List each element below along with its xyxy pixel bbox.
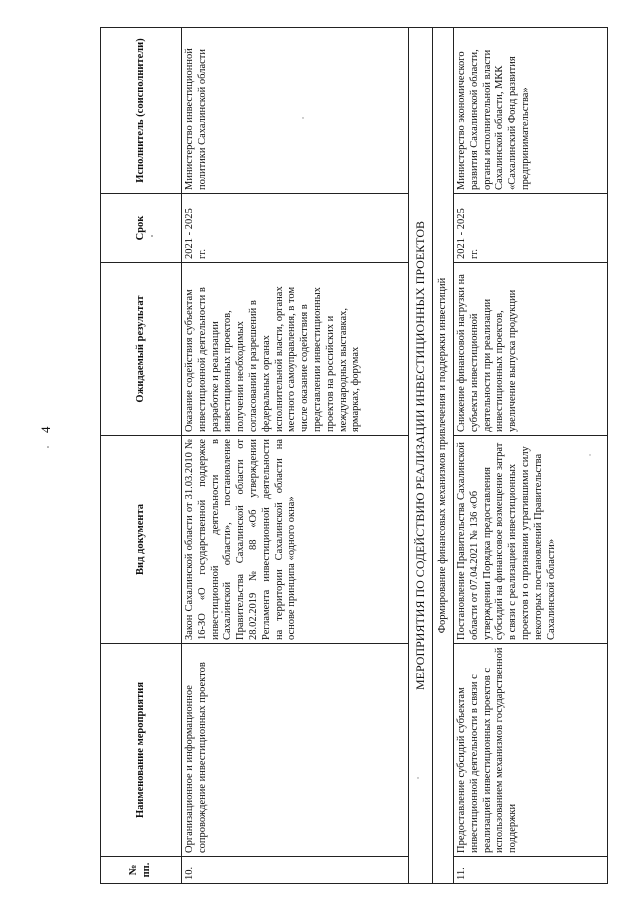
page-number: 4: [38, 426, 53, 433]
header-name: Наименование мероприятия: [101, 644, 182, 857]
activities-table: [100, 27, 608, 884]
table-row: [454, 28, 608, 884]
table-row: [182, 28, 409, 884]
header-num: № пп.: [101, 857, 182, 884]
header-result: Ожидаемый результат: [101, 263, 182, 436]
row-name: Организационное и информационное сопровождение инвестиционных проектов: [182, 644, 409, 857]
subsection-title: Формирование финансовых механизмов привлечения и поддержки инвестиций: [433, 28, 454, 884]
header-document: Вид документа: [101, 436, 182, 644]
row-term: 2021 - 2025 гг.: [182, 194, 409, 263]
header-term: Срок: [101, 194, 182, 263]
section-row: [409, 28, 433, 884]
row-term: 2021 - 2025 гг.: [454, 194, 608, 263]
row-result: Оказание содействия субъектам инвестиционной деятельности в разработке и реализации инвестиционных проектов, получении необходимых согласований и разрешений в федеральных органах исполнительной власти, органах местного самоуправления, в том числе оказание содействия в представлении инвестиционных проектов на российских и международных выставках, ярмарках, форумах: [182, 263, 409, 436]
row-document: Постановление Правительства Сахалинской области от 07.04.2021 № 136 «Об утверждении Порядка предоставления субсидий на финансовое возмещение затрат в связи с реализацией инвестиционных проектов и о признании утратившими силу некоторых постановлений Правительства Сахалинской области»: [454, 436, 608, 644]
header-executor: Исполнитель (соисполнители): [101, 28, 182, 194]
rotated-page-content: [100, 28, 607, 884]
row-num: 10.: [182, 857, 409, 884]
section-title: МЕРОПРИЯТИЯ ПО СОДЕЙСТВИЮ РЕАЛИЗАЦИИ ИНВЕСТИЦИОННЫХ ПРОЕКТОВ: [409, 28, 433, 884]
table-header-row: [101, 28, 182, 884]
subsection-row: [433, 28, 454, 884]
row-executor: Министерство инвестиционной политики Сахалинской области: [182, 28, 409, 194]
row-executor: Министерство экономического развития Сахалинской области, органы исполнительной власти Сахалинской области, МКК «Сахалинский Фонд развития предпринимательства»: [454, 28, 608, 194]
row-result: Снижение финансовой нагрузки на субъекты инвестиционной деятельности при реализации инвестиционных проектов, увеличение выпуска продукции: [454, 263, 608, 436]
row-name: Предоставление субсидий субъектам инвестиционной деятельности в связи с реализацией инвестиционных проектов с использованием механизмов государственной поддержки: [454, 644, 608, 857]
row-num: 11.: [454, 857, 608, 884]
row-document: Закон Сахалинской области от 31.03.2010 № 16-ЗО «О государственной поддержке инвестиционной деятельности в Сахалинской области», постановление Правительства Сахалинской области от 28.02.2019 № 88 «Об утверждении Регламента инвестиционной деятельности на территории Сахалинской области на основе принципа «одного окна»: [182, 436, 409, 644]
